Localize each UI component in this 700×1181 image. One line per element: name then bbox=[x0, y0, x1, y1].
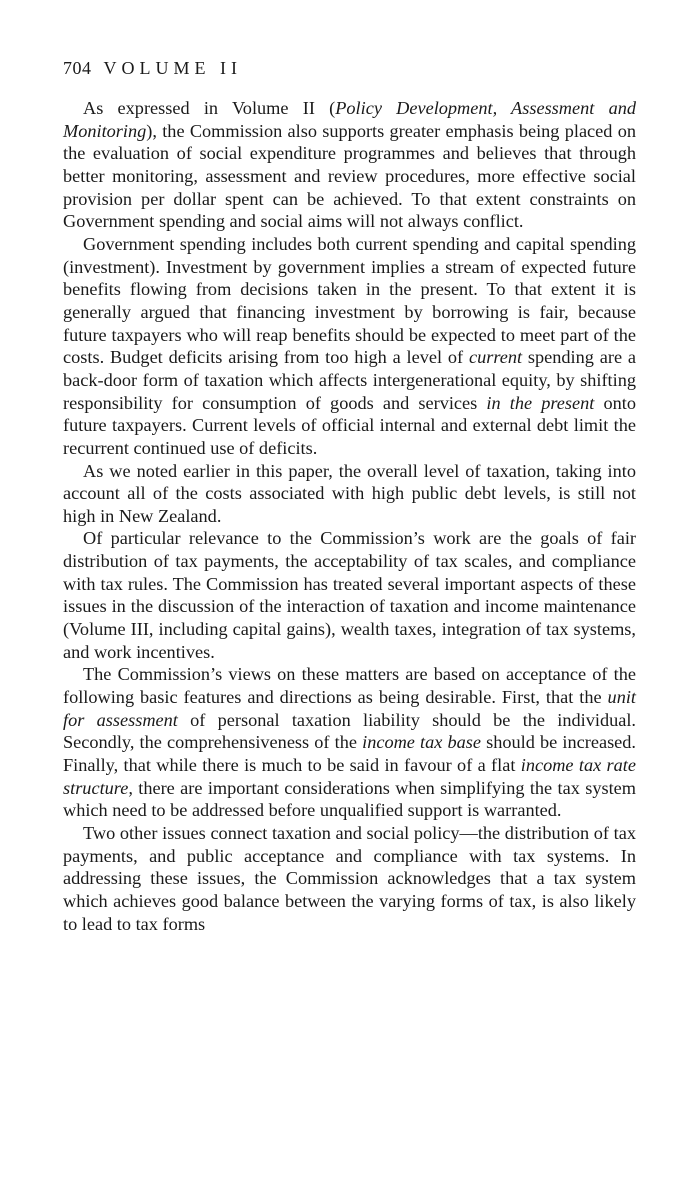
emphasis-income-tax-rate-structure: income tax rate structure, bbox=[63, 755, 636, 798]
paragraph-commission-views: The Commission’s views on these matters are based on acceptance of the following basic features and directions as being desirable. First, that the unit for assessment of personal taxation liability should be the individual. Secondly, the comprehensiveness of the income tax base should be increased. Finally, that while there is much to be said in favour of a flat income tax rate structure, there are important considerations when simplifying the tax system which need to be addressed before unqualified support is warranted. bbox=[63, 664, 637, 821]
emphasis-unit-for-assessment: unit for assessment bbox=[63, 687, 636, 730]
running-title: VOLUME II bbox=[103, 58, 242, 78]
paragraph-other-issues: Two other issues connect taxation and social policy—the distribution of tax payments, and public acceptance and compliance with tax systems. In addressing these issues, the Commission acknowledges that a tax system which achieves good balance between the varying forms of tax, is also likely to lead to tax forms bbox=[63, 823, 636, 934]
paragraph-taxation-level: As we noted earlier in this paper, the overall level of taxation, taking into account all of the costs associated with high public debt levels, is still not high in New Zealand. bbox=[63, 460, 636, 526]
page-number: 704 bbox=[63, 58, 92, 78]
paragraph-policy-development: As expressed in Volume II (Policy Development, Assessment and Monitoring), the Commission also supports greater emphasis being placed on the evaluation of social expenditure programmes and believes that through better monitoring, assessment and review procedures, more effective social provision per dollar spent can be achieved. To that extent constraints on Government spending and social aims will not always conflict. bbox=[63, 98, 636, 232]
emphasis-volume-title: Policy Development, Assessment and Monitoring bbox=[63, 98, 636, 141]
running-head bbox=[63, 56, 636, 80]
emphasis-in-the-present: in the present bbox=[486, 392, 595, 413]
paragraph-government-spending: Government spending includes both current spending and capital spending (investment). Investment by government implies a stream of expected future benefits flowing from decisions taken in the present. To that extent it is generally argued that financing investment by borrowing is fair, because future taxpayers who will reap benefits should be expected to meet part of the costs. Budget deficits arising from too high a level of current spending are a back-door form of taxation which affects intergenerational equity, by shifting responsibility for consumption of goods and services in the present onto future taxpayers. Current levels of official internal and external debt limit the recurrent continued use of deficits. bbox=[63, 233, 637, 458]
document-page bbox=[63, 56, 636, 935]
emphasis-income-tax-base: income tax base bbox=[362, 732, 482, 753]
emphasis-current: current bbox=[468, 347, 523, 368]
paragraph-commission-goals: Of particular relevance to the Commission’s work are the goals of fair distribution of tax payments, the acceptability of tax scales, and compliance with tax rules. The Commission has treated several important aspects of these issues in the discussion of the interaction of taxation and income maintenance (Volume III, including capital gains), wealth taxes, integration of tax systems, and work incentives. bbox=[63, 528, 636, 662]
